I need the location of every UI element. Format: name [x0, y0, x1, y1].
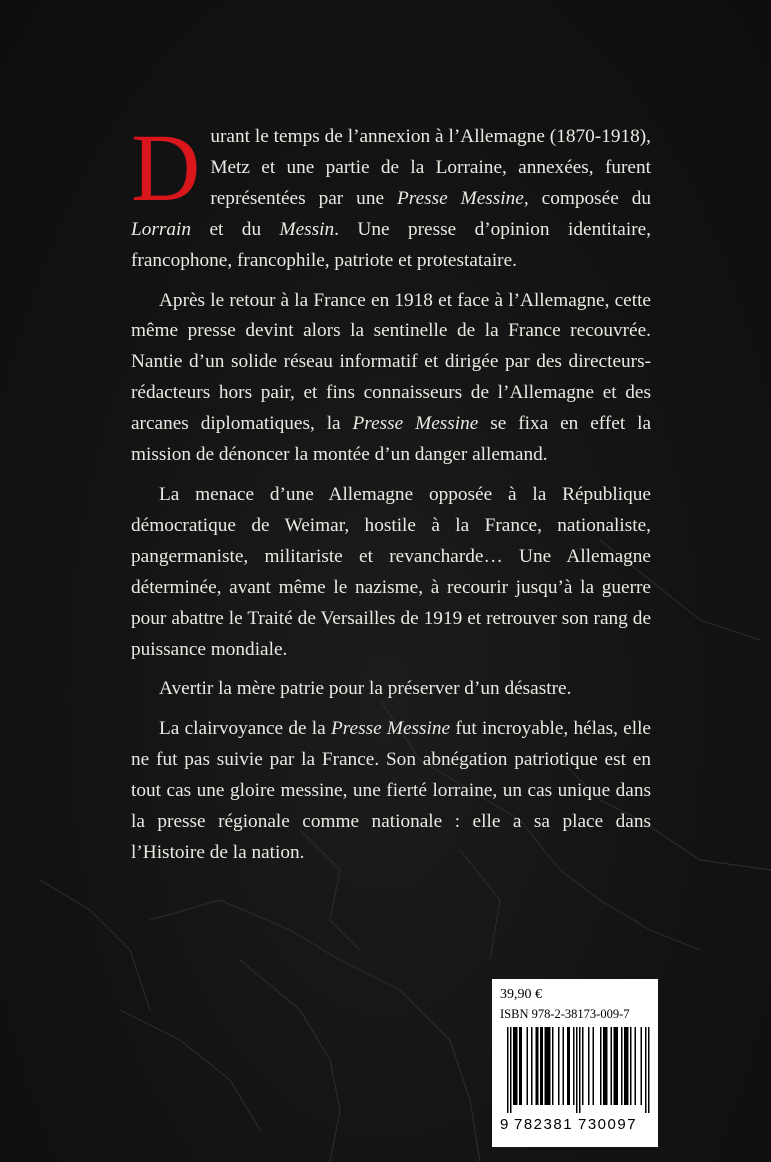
barcode-bar [569, 1027, 571, 1105]
barcode-bar [603, 1027, 605, 1105]
barcode-digits-right: 730097 [578, 1116, 638, 1133]
barcode-bar [531, 1027, 533, 1105]
barcode-guard-bar [579, 1027, 581, 1113]
italic-title: Presse Messine [330, 718, 451, 740]
italic-title: Lorrain [131, 218, 192, 240]
drop-cap: D [131, 114, 201, 221]
barcode-bar [630, 1027, 632, 1105]
barcode-bar [635, 1027, 637, 1105]
barcode-bar [621, 1027, 623, 1105]
barcode-bar [513, 1027, 515, 1105]
barcode-bar [627, 1027, 629, 1105]
paragraph-3: La menace d’une Allemagne opposée à la République démocratique de Weimar, hostile à la France, nationaliste, pangermaniste, militariste et revancharde… Une Allemagne déterminée, avant même le nazisme, à recourir jusqu’à la guerre pour abattre le Traité de Versailles de 1919 et retrouver son rang de puissance mondiale. [131, 483, 651, 660]
barcode-bar [552, 1027, 554, 1105]
barcode-bar [545, 1027, 547, 1105]
barcode-digit-lead: 9 [500, 1116, 509, 1133]
back-cover-text [131, 114, 652, 869]
barcode-bar [542, 1027, 544, 1105]
italic-title: Messin [279, 218, 335, 240]
paragraph-5: La clairvoyance de la Presse Messine fut incroyable, hélas, elle ne fut pas suivie par la France. Son abnégation patriotique est en tout cas une gloire messine, une fierté lorraine, un cas unique dans la presse régionale comme nationale : elle a sa place dans l’Histoire de la nation. [131, 718, 651, 863]
barcode-guard-bar [576, 1027, 578, 1113]
barcode-bar [536, 1027, 538, 1105]
barcode-guard-bar [507, 1027, 509, 1113]
barcode-bar [563, 1027, 565, 1105]
barcode-bar [515, 1027, 517, 1105]
barcode-bar [521, 1027, 523, 1105]
barcode-bar [519, 1027, 521, 1105]
italic-title: Presse Messine [352, 413, 479, 435]
barcode [495, 1027, 655, 1115]
barcode-guard-bar [645, 1027, 647, 1113]
barcode-bar [537, 1027, 539, 1105]
barcode-bar [567, 1027, 569, 1105]
barcode-bar [605, 1027, 607, 1105]
barcode-bar [582, 1027, 584, 1105]
barcode-bar [548, 1027, 550, 1105]
barcode-bar [611, 1027, 613, 1105]
barcode-bar [546, 1027, 548, 1105]
barcode-bar [615, 1027, 617, 1105]
barcode-bar [588, 1027, 590, 1105]
barcode-bar [540, 1027, 542, 1105]
barcode-bar [516, 1027, 518, 1105]
barcode-bar [641, 1027, 643, 1105]
barcode-bar [606, 1027, 608, 1105]
barcode-bar [614, 1027, 616, 1105]
barcode-guard-bar [510, 1027, 512, 1113]
barcode-bar [573, 1027, 575, 1105]
barcode-bar [593, 1027, 595, 1105]
italic-title: Presse Messine [397, 187, 524, 209]
price-label: 39,90 € [500, 987, 542, 1002]
barcode-bar [549, 1027, 551, 1105]
barcode-bar [617, 1027, 619, 1105]
barcode-digits-left: 782381 [514, 1116, 574, 1133]
barcode-bar [527, 1027, 529, 1105]
paragraph-1: Durant le temps de l’annexion à l’Allemagne (1870-1918), Metz et une partie de la Lorraine, annexées, furent représentées par une Presse Messine, composée du Lorrain et du Messin. Une presse d’opinion identitaire, francophone, francophile, patriote et protestataire. [131, 114, 652, 271]
barcode-bar [624, 1027, 626, 1105]
price-isbn-box [492, 979, 658, 1147]
paragraph-2: Après le retour à la France en 1918 et face à l’Allemagne, cette même presse devint alors la sentinelle de la France recouvrée. Nantie d’un solide réseau informatif et dirigée par des directeurs-rédacteurs hors pair, et fins connaisseurs de l’Allemagne et des arcanes diplomatiques, la Presse Messine se fixa en effet la mission de dénoncer la montée d’un danger allemand. [131, 289, 652, 466]
isbn-label: ISBN 978-2-38173-009-7 [500, 1007, 630, 1021]
paragraph-4: Avertir la mère patrie pour la préserver d’un désastre. [159, 678, 572, 700]
barcode-bar [558, 1027, 560, 1105]
barcode-bar [626, 1027, 628, 1105]
barcode-bar [600, 1027, 602, 1105]
barcode-guard-bar [648, 1027, 650, 1113]
